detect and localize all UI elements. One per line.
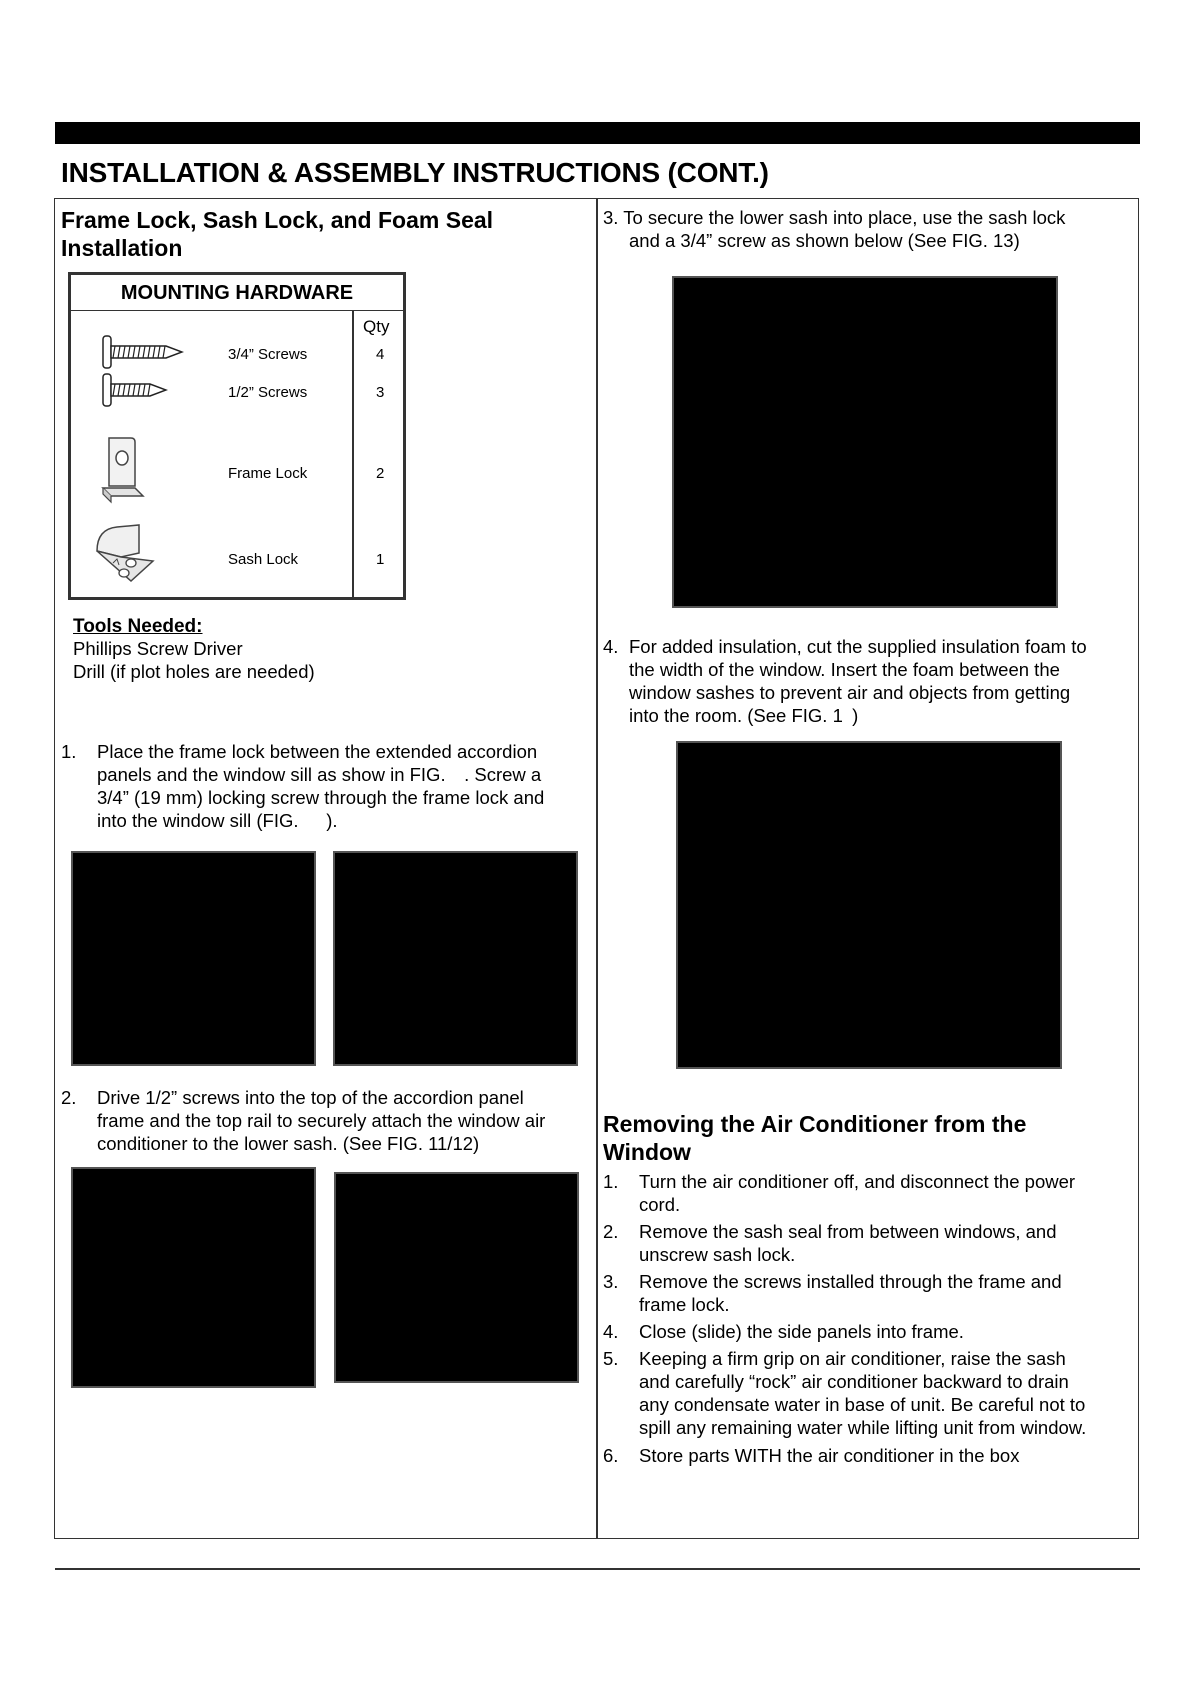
step-number: 5. [603, 1348, 619, 1369]
hardware-name: Frame Lock [228, 465, 308, 482]
step-line: Place the frame lock between the extended accordion [97, 741, 538, 762]
step-line: panels and the window sill as show in FIG. . Screw a [97, 764, 542, 785]
step-line: Store parts WITH the air conditioner in the box [639, 1445, 1020, 1466]
screw-short-icon [102, 373, 168, 407]
hardware-qty: 3 [376, 384, 385, 401]
step-line: 3/4” (19 mm) locking screw through the frame lock and [97, 787, 545, 808]
mounting-hardware-table [68, 272, 406, 600]
step-text [639, 1270, 1062, 1316]
step-line: the width of the window. Insert the foam between the [629, 659, 1060, 680]
hardware-qty: 1 [376, 551, 385, 568]
tool-item: Phillips Screw Driver [73, 638, 243, 659]
tool-item: Drill (if plot holes are needed) [73, 661, 315, 682]
sash-lock-icon [91, 523, 157, 585]
section-title-line: Frame Lock, Sash Lock, and Foam Seal [61, 207, 494, 233]
footer-line [55, 1568, 1140, 1570]
step-line: Turn the air conditioner off, and disconnect the power [639, 1171, 1076, 1192]
tools-heading: Tools Needed: [73, 616, 203, 637]
step-line: cord. [639, 1194, 681, 1215]
step-3 [603, 206, 1133, 252]
step-text [97, 740, 544, 832]
step-number: 4. [603, 1321, 619, 1342]
step-line: For added insulation, cut the supplied insulation foam to [629, 636, 1087, 657]
step-line: frame and the top rail to securely attach the window air [97, 1110, 546, 1131]
step-text [639, 1320, 964, 1343]
step-line: Drive 1/2” screws into the top of the accordion panel [97, 1087, 524, 1108]
figure-14 [676, 741, 1062, 1069]
section-title-line: Removing the Air Conditioner from the [603, 1111, 1027, 1137]
tools-list [73, 637, 315, 683]
step-line: any condensate water in base of unit. Be careful not to [639, 1394, 1086, 1415]
step-number: 2. [603, 1221, 619, 1242]
frame-lock-icon [99, 436, 145, 510]
step-line: into the window sill (FIG. ). [97, 810, 338, 831]
step-line: and a 3/4” screw as shown below (See FIG. 13) [629, 230, 1020, 251]
step-number: 1. [61, 741, 77, 762]
section-title-frame-lock [61, 206, 493, 262]
section-title-line: Window [603, 1139, 691, 1165]
column-divider [596, 198, 598, 1539]
figure-frame-lock-b [333, 851, 578, 1066]
figure-12 [334, 1172, 579, 1383]
step-line: conditioner to the lower sash. (See FIG. 11/12) [97, 1133, 480, 1154]
step-text [639, 1444, 1019, 1467]
step-line: window sashes to prevent air and objects from getting [629, 682, 1071, 703]
section-title-line: Installation [61, 235, 183, 261]
step-line: frame lock. [639, 1294, 730, 1315]
step-line: spill any remaining water while lifting unit from window. [639, 1417, 1087, 1438]
header-bar [55, 122, 1140, 144]
step-number: 4. [603, 636, 619, 657]
figure-11 [71, 1167, 316, 1388]
section-title-removing [603, 1110, 1026, 1166]
hardware-qty: 4 [376, 346, 385, 363]
step-text [639, 1170, 1075, 1216]
step-number: 6. [603, 1445, 619, 1466]
step-number: 2. [61, 1087, 77, 1108]
step-text [629, 635, 1087, 727]
hardware-column-divider [352, 311, 354, 597]
step-line: into the room. (See FIG. 1 ) [629, 705, 859, 726]
step-line: Keeping a firm grip on air conditioner, raise the sash [639, 1348, 1066, 1369]
figure-13 [672, 276, 1058, 608]
step-line: and carefully “rock” air conditioner backward to drain [639, 1371, 1069, 1392]
hardware-name: Sash Lock [228, 551, 299, 568]
page-title: INSTALLATION & ASSEMBLY INSTRUCTIONS (CONT.) [61, 157, 769, 188]
hardware-qty: 2 [376, 465, 385, 482]
step-text [639, 1220, 1057, 1266]
step-number: 1. [603, 1171, 619, 1192]
step-line: unscrew sash lock. [639, 1244, 796, 1265]
step-line: Remove the sash seal from between windows, and [639, 1221, 1057, 1242]
figure-frame-lock-a [71, 851, 316, 1066]
step-text [97, 1086, 545, 1155]
step-line: Close (slide) the side panels into frame. [639, 1321, 964, 1342]
hardware-table-title: MOUNTING HARDWARE [71, 275, 403, 311]
step-line: Remove the screws installed through the frame and [639, 1271, 1062, 1292]
step-text [639, 1347, 1086, 1439]
hardware-name: 1/2” Screws [228, 384, 308, 401]
screw-long-icon [102, 335, 184, 369]
step-line: 3. To secure the lower sash into place, use the sash lock [603, 207, 1066, 228]
hardware-name: 3/4” Screws [228, 346, 308, 363]
qty-header: Qty [363, 317, 390, 336]
step-number: 3. [603, 1271, 619, 1292]
